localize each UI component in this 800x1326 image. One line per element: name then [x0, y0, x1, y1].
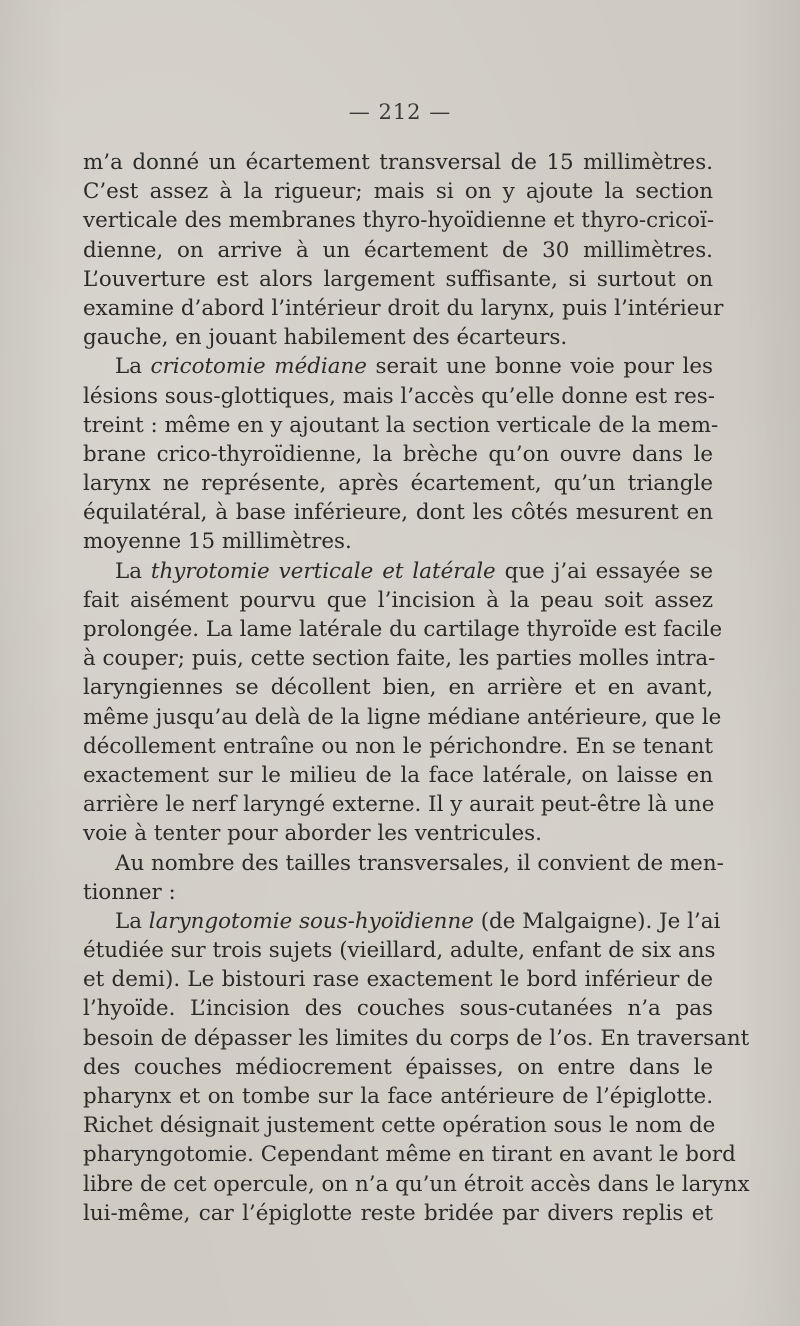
paragraph-start-line [83, 557, 713, 586]
line-post: que j’ai essayée se [495, 558, 713, 584]
text-line: C’est assez à la rigueur; mais si on y ajoute la section [83, 179, 713, 205]
page-number: — 212 — [348, 100, 452, 124]
text-line: examine d’abord l’intérieur droit du larynx, puis l’intérieur [83, 295, 724, 321]
text-line: besoin de dépasser les limites du corps de l’os. En traversant [83, 1025, 750, 1051]
text-line: des couches médiocrement épaisses, on entre dans le [83, 1054, 713, 1080]
text-line: pharynx et on tombe sur la face antérieure de l’épiglotte. [83, 1084, 713, 1109]
body-text [83, 148, 750, 1228]
line-post: serait une bonne voie pour les [366, 354, 714, 380]
text-line: lui-même, car l’épiglotte reste bridée par divers replis et [83, 1200, 713, 1226]
italic-term: thyrotomie verticale et latérale [150, 558, 496, 584]
text-line: laryngiennes se décollent bien, en arrière et en avant, [83, 675, 713, 701]
text-line: brane crico-thyroïdienne, la brèche qu’on ouvre dans le [83, 441, 713, 467]
paragraph-start-line: Au nombre des tailles transversales, il convient de men- [115, 850, 724, 876]
text-line: verticale des membranes thyro-hyoïdienne et thyro-cricoï- [83, 208, 715, 234]
text-line: Richet désignait justement cette opération sous le nom de [83, 1113, 716, 1139]
line-pre: La [115, 908, 149, 934]
text-line: équilatéral, à base inférieure, dont les côtés mesurent en [83, 500, 713, 526]
text-line: et demi). Le bistouri rase exactement le bord inférieur de [83, 967, 713, 993]
text-line: décollement entraîne ou non le périchondre. En se tenant [83, 733, 713, 759]
text-line: treint : même en y ajoutant la section verticale de la mem- [83, 412, 719, 438]
text-line: prolongée. La lame latérale du cartilage thyroïde est facile [83, 617, 723, 642]
text-line: lésions sous-glottiques, mais l’accès qu’elle donne est res- [83, 383, 715, 409]
paragraph-start-line [83, 352, 713, 381]
text-line: L’ouverture est alors largement suffisante, si surtout on [83, 266, 713, 292]
text-line: l’hyoïde. L’incision des couches sous-cutanées n’a pas [83, 996, 713, 1022]
text-line: dienne, on arrive à un écartement de 30 millimètres. [83, 237, 713, 263]
text-line: voie à tenter pour aborder les ventricules. [83, 821, 542, 847]
text-line: pharyngotomie. Cependant même en tirant en avant le bord [83, 1142, 736, 1168]
line-post: (de Malgaigne). Je l’ai [473, 908, 721, 934]
text-line: gauche, en jouant habilement des écarteurs. [83, 325, 568, 351]
text-line: même jusqu’au delà de la ligne médiane antérieure, que le [83, 704, 722, 730]
text-line: exactement sur le milieu de la face latérale, on laisse en [83, 762, 713, 788]
text-line: arrière le nerf laryngé externe. Il y aurait peut-être là une [83, 792, 715, 818]
text-line: m’a donné un écartement transversal de 15 millimètres. [83, 150, 713, 175]
text-line: fait aisément pourvu que l’incision à la peau soit assez [83, 587, 713, 613]
text-line: larynx ne représente, après écartement, qu’un triangle [83, 471, 713, 497]
italic-term: cricotomie médiane [150, 354, 367, 380]
text-line: libre de cet opercule, on n’a qu’un étroit accès dans le larynx [83, 1171, 750, 1197]
text-line: à couper; puis, cette section faite, les parties molles intra- [83, 646, 716, 672]
text-line: tionner : [83, 879, 176, 905]
text-line: moyenne 15 millimètres. [83, 529, 352, 555]
line-pre: La [115, 354, 151, 380]
line-pre: La [115, 558, 151, 584]
paragraph-start-line [83, 907, 721, 936]
italic-term: laryngotomie sous-hyoïdienne [148, 908, 474, 934]
text-line: étudiée sur trois sujets (vieillard, adulte, enfant de six ans [83, 938, 716, 964]
